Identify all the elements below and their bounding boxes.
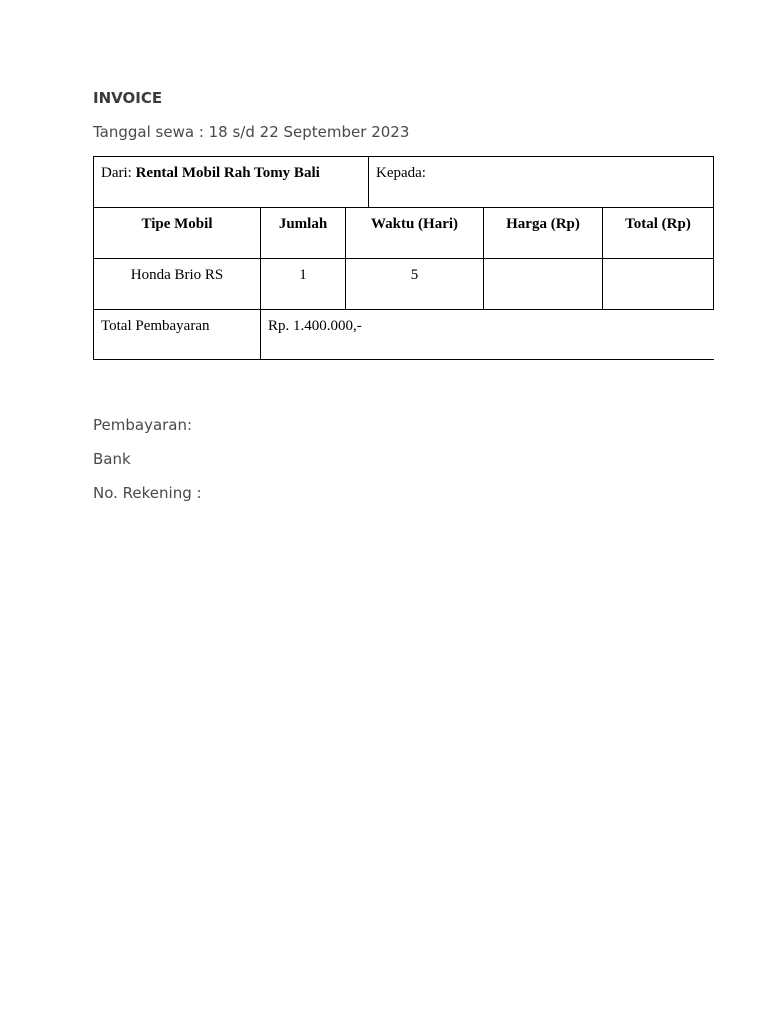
table-row-total (602, 258, 714, 310)
header-harga: Harga (Rp) (483, 207, 603, 259)
to-cell (368, 156, 714, 208)
header-waktu: Waktu (Hari) (345, 207, 484, 259)
table-row-harga (483, 258, 603, 310)
invoice-table (93, 156, 714, 360)
from-cell (93, 156, 369, 208)
table-row-jumlah: 1 (260, 258, 346, 310)
table-row-waktu: 5 (345, 258, 484, 310)
bank-label: Bank (93, 450, 131, 468)
header-total: Total (Rp) (602, 207, 714, 259)
invoice-title: INVOICE (93, 89, 163, 107)
rental-date: Tanggal sewa : 18 s/d 22 September 2023 (93, 123, 410, 141)
table-row-tipe-mobil: Honda Brio RS (93, 258, 261, 310)
to-label: Kepada: (376, 165, 426, 181)
from-label: Dari: (101, 165, 132, 181)
total-label-cell: Total Pembayaran (93, 309, 261, 360)
header-jumlah: Jumlah (260, 207, 346, 259)
from-value: Rental Mobil Rah Tomy Bali (135, 165, 320, 181)
total-value-cell: Rp. 1.400.000,- (260, 309, 714, 360)
account-number-label: No. Rekening : (93, 484, 202, 502)
payment-heading: Pembayaran: (93, 416, 193, 434)
header-tipe-mobil: Tipe Mobil (93, 207, 261, 259)
